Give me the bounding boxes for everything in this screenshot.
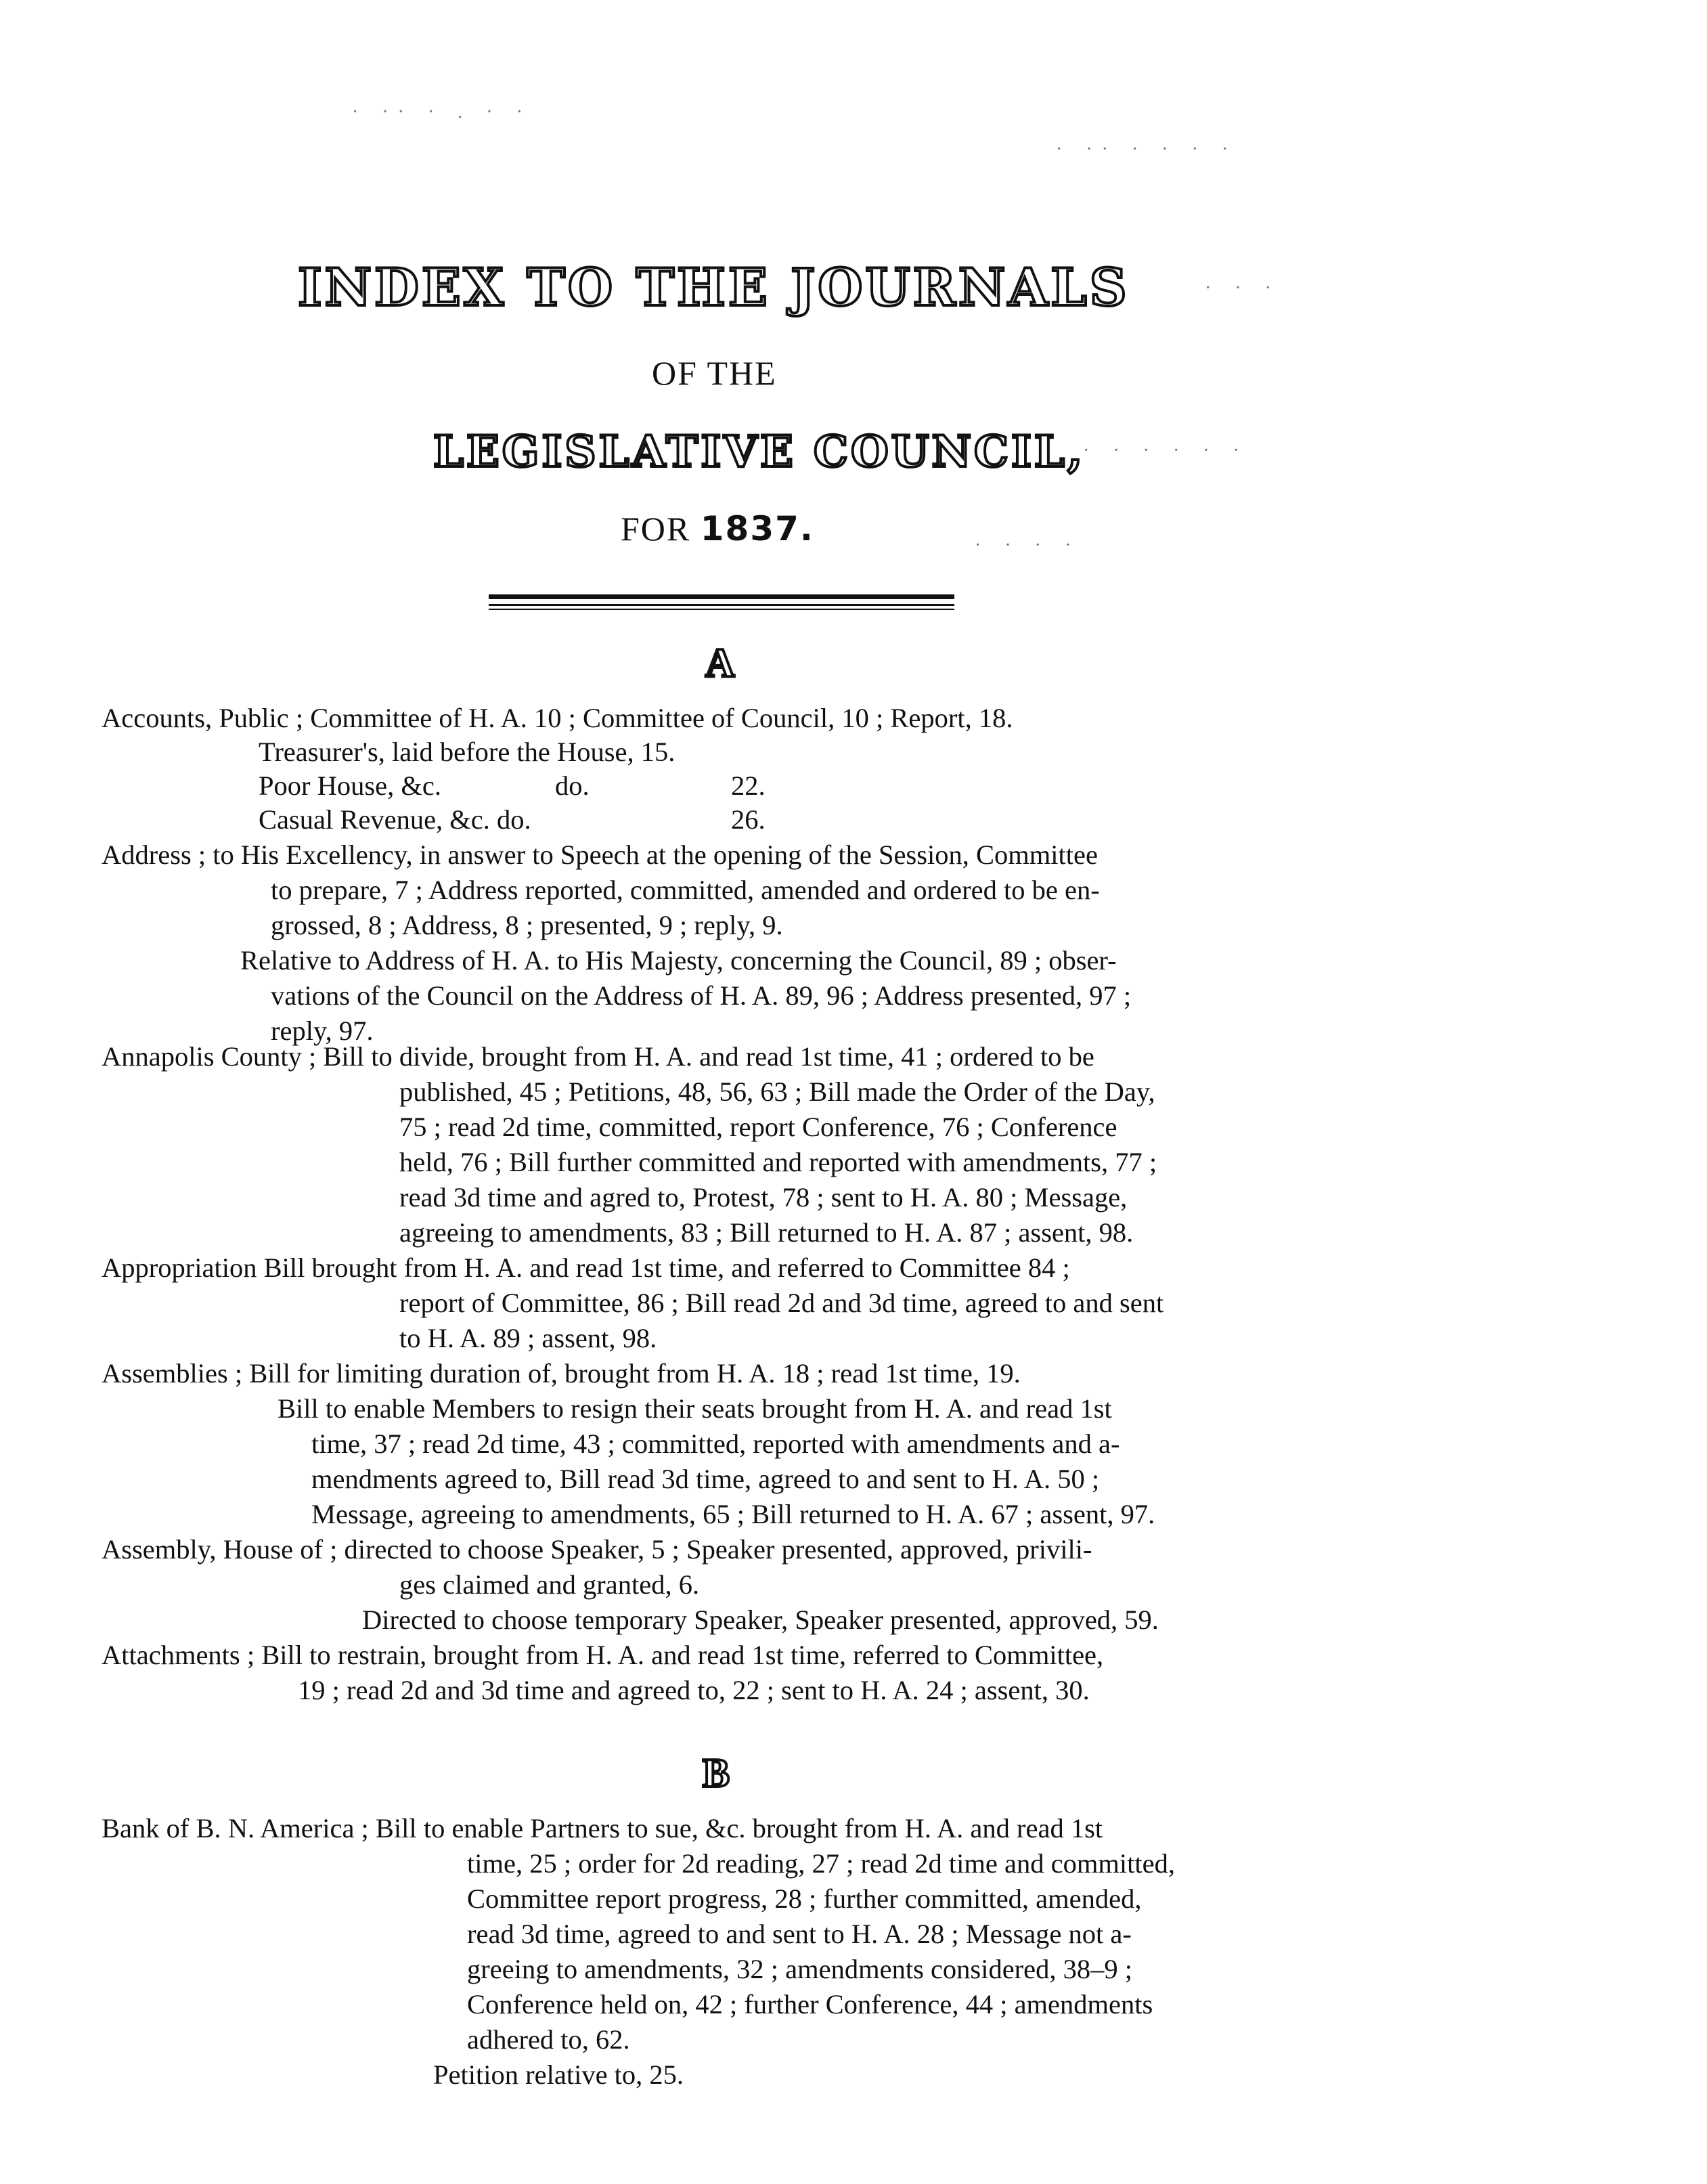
scan-noise: · ·· · . · · xyxy=(352,102,532,123)
index-continuation: Conference held on, 42 ; further Conference, 44 ; amendments xyxy=(467,1989,1153,2019)
index-continuation: Message, agreeing to amendments, 65 ; Bill returned to H. A. 67 ; assent, 97. xyxy=(311,1499,1155,1529)
title-line-3: LEGISLATIVE COUNCIL, xyxy=(433,427,1086,477)
index-subentry: Directed to choose temporary Speaker, Speaker presented, approved, 59. xyxy=(362,1604,1159,1635)
index-subentry: Petition relative to, 25. xyxy=(433,2059,684,2090)
title-rule xyxy=(489,609,954,610)
index-ditto: do. xyxy=(555,770,590,801)
index-continuation: Committee report progress, 28 ; further committed, amended, xyxy=(467,1883,1142,1914)
index-subentry: Casual Revenue, &c. do. xyxy=(259,804,531,835)
index-continuation: agreeing to amendments, 83 ; Bill returned to H. A. 87 ; assent, 98. xyxy=(399,1217,1134,1248)
index-continuation: to prepare, 7 ; Address reported, committed, amended and ordered to be en- xyxy=(271,875,1100,905)
index-entry: Assemblies ; Bill for limiting duration of, brought from H. A. 18 ; read 1st time, 19. xyxy=(102,1358,1021,1389)
title-year: 1837. xyxy=(700,509,814,548)
section-letter-a: A xyxy=(705,640,735,685)
index-subentry: Relative to Address of H. A. to His Majesty, concerning the Council, 89 ; obser- xyxy=(240,945,1117,976)
scan-noise: · · · xyxy=(1205,278,1281,299)
title-line-4 xyxy=(621,509,814,548)
index-continuation: reply, 97. xyxy=(271,1015,374,1046)
scan-noise: · · · · xyxy=(975,535,1081,556)
index-continuation: ges claimed and granted, 6. xyxy=(399,1569,700,1600)
index-entry: Attachments ; Bill to restrain, brought from H. A. and read 1st time, referred to Committee, xyxy=(102,1640,1104,1670)
index-entry: Appropriation Bill brought from H. A. and read 1st time, and referred to Committee 84 ; xyxy=(102,1252,1070,1283)
index-entry: Assembly, House of ; directed to choose Speaker, 5 ; Speaker presented, approved, privili- xyxy=(102,1534,1092,1565)
index-entry: Bank of B. N. America ; Bill to enable Partners to sue, &c. brought from H. A. and read 1st xyxy=(102,1813,1103,1843)
title-rule xyxy=(489,604,954,606)
index-entry: Accounts, Public ; Committee of H. A. 10 ; Committee of Council, 10 ; Report, 18. xyxy=(102,703,1013,733)
index-continuation: held, 76 ; Bill further committed and reported with amendments, 77 ; xyxy=(399,1147,1157,1177)
index-continuation: vations of the Council on the Address of H. A. 89, 96 ; Address presented, 97 ; xyxy=(271,980,1132,1011)
title-for: FOR xyxy=(621,510,691,548)
index-subentry: Bill to enable Members to resign their seats brought from H. A. and read 1st xyxy=(278,1393,1112,1424)
scan-noise: · · · · · · xyxy=(1083,440,1249,461)
section-letter-b: B xyxy=(703,1751,730,1795)
index-page-ref: 26. xyxy=(731,804,766,835)
index-continuation: time, 37 ; read 2d time, 43 ; committed, reported with amendments and a- xyxy=(311,1428,1120,1459)
index-continuation: to H. A. 89 ; assent, 98. xyxy=(399,1323,657,1353)
index-subentry: Poor House, &c. xyxy=(259,770,441,801)
scan-noise: · ·· · · · · xyxy=(1056,139,1238,160)
index-subentry: Treasurer's, laid before the House, 15. xyxy=(259,737,675,767)
index-continuation: grossed, 8 ; Address, 8 ; presented, 9 ; reply, 9. xyxy=(271,910,783,940)
index-continuation: 19 ; read 2d and 3d time and agreed to, 22 ; sent to H. A. 24 ; assent, 30. xyxy=(298,1675,1090,1705)
index-continuation: 75 ; read 2d time, committed, report Conference, 76 ; Conference xyxy=(399,1112,1117,1142)
index-continuation: report of Committee, 86 ; Bill read 2d and 3d time, agreed to and sent xyxy=(399,1288,1164,1318)
index-entry: Annapolis County ; Bill to divide, brought from H. A. and read 1st time, 41 ; ordered to be xyxy=(102,1041,1094,1072)
title-line-1: INDEX TO THE JOURNALS xyxy=(298,257,1130,318)
title-line-2: OF THE xyxy=(652,354,777,392)
index-continuation: read 3d time and agred to, Protest, 78 ; sent to H. A. 80 ; Message, xyxy=(399,1182,1128,1213)
index-continuation: adhered to, 62. xyxy=(467,2024,630,2055)
index-continuation: read 3d time, agreed to and sent to H. A. 28 ; Message not a- xyxy=(467,1919,1132,1949)
index-continuation: time, 25 ; order for 2d reading, 27 ; read 2d time and committed, xyxy=(467,1848,1175,1879)
index-page-ref: 22. xyxy=(731,770,766,801)
index-continuation: greeing to amendments, 32 ; amendments considered, 38–9 ; xyxy=(467,1954,1133,1984)
index-continuation: mendments agreed to, Bill read 3d time, agreed to and sent to H. A. 50 ; xyxy=(311,1464,1100,1494)
title-rule xyxy=(489,594,954,599)
index-entry: Address ; to His Excellency, in answer to Speech at the opening of the Session, Committee xyxy=(102,839,1098,870)
index-continuation: published, 45 ; Petitions, 48, 56, 63 ; Bill made the Order of the Day, xyxy=(399,1076,1155,1107)
